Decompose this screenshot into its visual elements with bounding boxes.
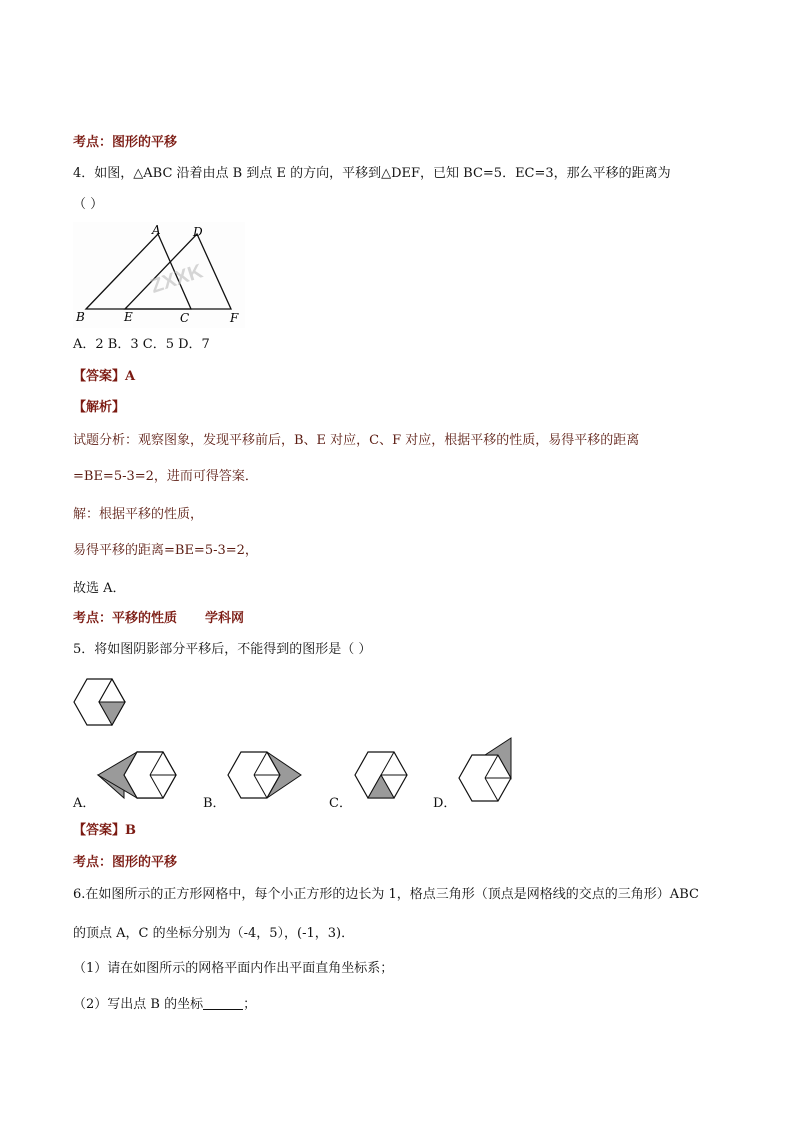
q6-line2: 的顶点 A，C 的坐标分别为（-4，5），(-1，3)． <box>73 926 355 941</box>
label-b: B <box>76 310 85 324</box>
kaodian-1: 考点：图形的平移 <box>73 135 178 150</box>
q5-answer: 【答案】B <box>73 823 136 838</box>
label-d: D <box>193 225 203 239</box>
q5-option-b-figure <box>226 746 306 804</box>
q5-option-c-figure <box>352 746 412 804</box>
q4-line1: 4．如图，△ABC 沿着由点 B 到点 E 的方向，平移到△DEF，已知 BC=5．EC=3，那么平移的距离为 <box>73 166 671 181</box>
q5-option-b-label: B． <box>203 796 226 811</box>
q4-line2: （ ） <box>73 197 104 212</box>
q4-analysis-line1: 试题分析：观察图象，发现平移前后，B、E 对应，C、F 对应，根据平移的性质，易得平移的距离 <box>73 433 640 448</box>
label-a: A <box>152 223 161 237</box>
q6-sub2-text: （2）写出点 B 的坐标 <box>73 997 204 1012</box>
label-e: E <box>124 310 133 324</box>
q5-option-a-figure <box>96 746 180 804</box>
q5-option-a-label: A． <box>73 796 96 811</box>
q4-solution-2: 易得平移的距离=BE=5-3=2， <box>73 543 258 558</box>
answer-blank[interactable] <box>203 997 243 1010</box>
q4-options: A．2 B．3 C．5 D．7 <box>73 337 210 352</box>
q6-sub1: （1）请在如图所示的网格平面内作出平面直角坐标系； <box>73 961 394 976</box>
q5-option-d-figure <box>456 736 516 806</box>
q4-solution-3: 故选 A． <box>73 581 126 596</box>
q4-source: 学科网 <box>205 611 245 626</box>
q4-analysis-title: 【解析】 <box>73 400 126 415</box>
q6-sub2-end: ； <box>243 997 257 1012</box>
label-f: F <box>230 311 239 325</box>
q4-analysis-line2: =BE=5-3=2，进而可得答案． <box>73 469 258 484</box>
q4-solution-1: 解：根据平移的性质， <box>73 507 204 522</box>
q5-original-figure <box>70 674 130 730</box>
q5-kaodian: 考点：图形的平移 <box>73 855 178 870</box>
q4-kaodian-text: 考点：平移的性质 <box>73 611 178 626</box>
watermark: ZXXK <box>147 260 206 298</box>
q5-line1: 5．将如图阴影部分平移后，不能得到的图形是（ ） <box>73 642 372 657</box>
q4-answer: 【答案】A <box>73 369 136 384</box>
q5-option-d-label: D． <box>433 796 457 811</box>
q4-triangle-figure <box>73 222 245 328</box>
q6-line1: 6.在如图所示的正方形网格中，每个小正方形的边长为 1，格点三角形（顶点是网格线的交点的三角形）ABC <box>73 887 699 902</box>
q5-option-c-label: C． <box>329 796 352 811</box>
q4-kaodian <box>73 610 244 628</box>
q6-sub2 <box>73 996 256 1014</box>
label-c: C <box>180 311 190 325</box>
